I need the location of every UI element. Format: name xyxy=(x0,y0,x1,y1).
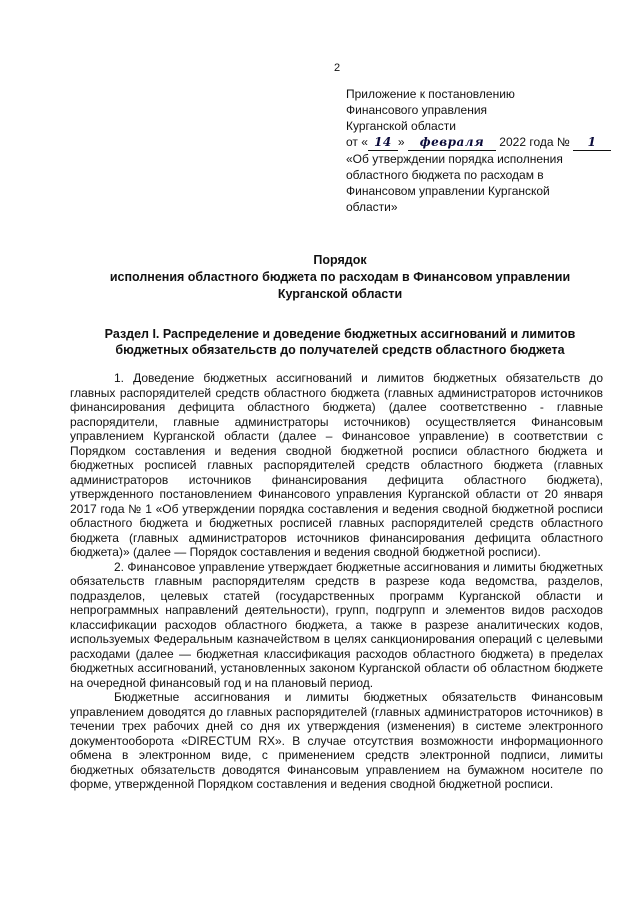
document-title xyxy=(70,252,610,303)
title-line-2: исполнения областного бюджета по расходам в Финансовом управлении xyxy=(109,270,571,284)
title-line-3: Курганской области xyxy=(277,287,403,301)
section-heading-line-2: бюджетных обязательств до получателей средств областного бюджета xyxy=(115,343,565,357)
body-text xyxy=(70,371,603,792)
date-mid: » xyxy=(397,135,405,149)
paragraph-3: Бюджетные ассигнования и лимиты бюджетных обязательств Финансовым управлением доводятся до главных распорядителей (главных администраторов источников) в течении трех рабочих дней со дня их утверждения (изменения) в системе электронного документооборота «DIRECTUM RX». В случае отсутствия возможности информационного обмена в электронном виде, с применением средств электронной подписи, лимиты бюджетных обязательств доводятся Финансовым управлением на бумажном носителе по форме, утвержденной Порядком составления и ведения сводной бюджетной росписи. xyxy=(70,690,603,791)
date-year: 2022 года № xyxy=(499,135,570,149)
appendix-line-2: Финансового управления xyxy=(346,103,488,117)
section-heading xyxy=(70,326,610,358)
handwritten-doc-number: 1 xyxy=(573,134,611,151)
section-heading-line-1: Раздел I. Распределение и доведение бюджетных ассигнований и лимитов xyxy=(104,327,576,341)
date-prefix: от « xyxy=(346,135,368,149)
page-number: 2 xyxy=(334,62,341,74)
appendix-line-1: Приложение к постановлению xyxy=(346,87,515,101)
handwritten-day: 14 xyxy=(368,134,398,151)
paragraph-2: 2. Финансовое управление утверждает бюджетные ассигнования и лимиты бюджетных обязательств главным распорядителям средств в разрезе кода ведомства, разделов, подразделов, целевых статей (государственных программ Курганской области и непрограммных направлений деятельности), групп, подгрупп и элементов видов расходов классификации расходов областного бюджета, а также в разрезе аналитических кодов, используемых Федеральным казначейством в целях санкционирования операций с целевыми расходами (далее — бюджетная классификация расходов областного бюджета) в пределах бюджетных ассигнований, установленных законом Курганской области об областном бюджете на очередной финансовый год и на плановый период. xyxy=(70,559,603,690)
handwritten-month: февраля xyxy=(408,134,496,151)
title-line-1: Порядок xyxy=(313,253,367,267)
appendix-line-8: области» xyxy=(346,200,398,214)
appendix-date-line xyxy=(346,134,616,151)
appendix-line-3: Курганской области xyxy=(346,119,456,133)
appendix-line-7: Финансовом управлении Курганской xyxy=(346,184,550,198)
appendix-line-5: «Об утверждении порядка исполнения xyxy=(346,152,563,166)
appendix-block xyxy=(346,86,616,215)
appendix-line-6: областного бюджета по расходам в xyxy=(346,168,544,182)
paragraph-1: 1. Доведение бюджетных ассигнований и лимитов бюджетных обязательств до главных распорядителей средств областного бюджета (главных администраторов источников финансирования дефицита областного бюджета) (далее соответственно - главные распорядители, главные администраторы источников) осуществляется Финансовым управлением Курганской области (далее – Финансовое управление) в соответствии с Порядком составления и ведения сводной бюджетной росписи областного бюджета и бюджетных росписей главных распорядителей средств областного бюджета (главных администраторов источников финансирования дефицита областного бюджета), утвержденного постановлением Финансового управления Курганской области от 20 января 2017 года № 1 «Об утверждении порядка составления и ведения сводной бюджетной росписи областного бюджета и бюджетных росписей главных распорядителей средств областного бюджета (главных администраторов источников финансирования дефицита областного бюджета)» (далее — Порядок составления и ведения сводной бюджетной росписи). xyxy=(70,371,603,559)
